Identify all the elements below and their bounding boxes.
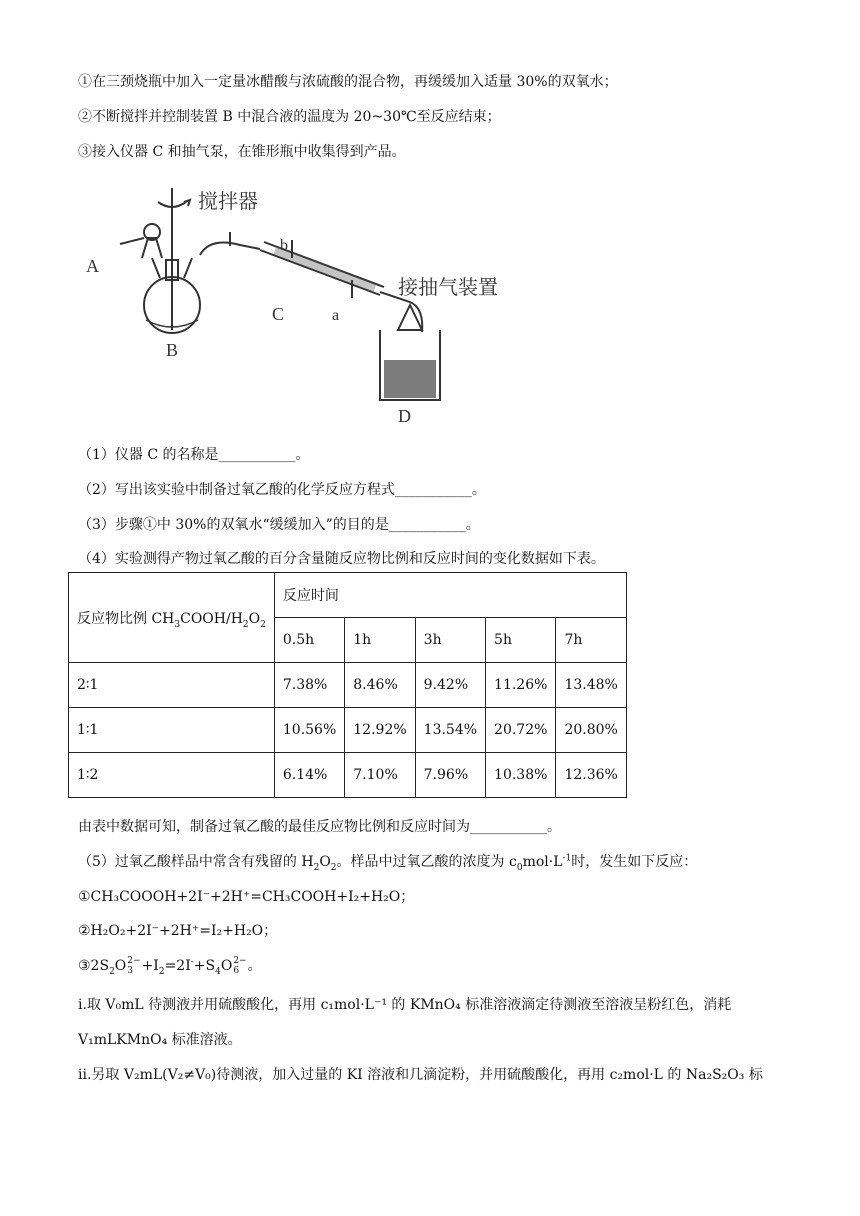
step-2: ②不断搅拌并控制装置 B 中混合液的温度为 20~30℃至反应结束； — [78, 109, 501, 125]
value-cell: 13.54% — [415, 708, 485, 753]
question-3: （3）步骤①中 30%的双氧水“缓缓加入”的目的是___________。 — [78, 517, 480, 533]
value-cell: 7.10% — [345, 753, 415, 798]
step-3: ③接入仪器 C 和抽气泵，在锥形瓶中收集得到产品。 — [78, 144, 406, 160]
value-cell: 11.26% — [486, 663, 556, 708]
time-header: 反应时间 — [274, 573, 626, 618]
data-table — [68, 572, 627, 798]
reaction-1: ①CH₃COOOH+2I⁻+2H⁺=CH₃COOH+I₂+H₂O； — [78, 889, 415, 905]
value-cell: 7.38% — [274, 663, 344, 708]
apparatus-diagram — [80, 180, 540, 430]
part-i-line-1: i.取 V₀mL 待测液并用硫酸酸化，再用 c₁mol·L⁻¹ 的 KMnO₄ 标准溶液滴定待测液至溶液呈粉红色，消耗 — [78, 997, 732, 1013]
table-corner-header: 反应物比例 $CH_3COOH/H_2O_2$ — [69, 573, 275, 663]
value-cell: 10.56% — [274, 708, 344, 753]
stirrer-label: 搅拌器 — [198, 191, 258, 213]
reaction-2: ②H₂O₂+2I⁻+2H⁺=I₂+H₂O； — [78, 923, 278, 939]
question-1: （1）仪器 C 的名称是___________。 — [78, 447, 310, 463]
label-a-upper: A — [86, 256, 99, 276]
value-cell: 7.96% — [415, 753, 485, 798]
table-row — [69, 663, 627, 708]
value-cell: 8.46% — [345, 663, 415, 708]
time-cell: 3h — [415, 618, 485, 663]
ratio-cell: 1∶1 — [69, 708, 275, 753]
time-cell: 0.5h — [274, 618, 344, 663]
question-5-intro: （5）过氧乙酸样品中常含有残留的 $H_2O_2$。样品中过氧乙酸的浓度为 $c_0mol\cdot L^{-1}$时，发生如下反应： — [78, 853, 698, 873]
question-4: （4）实验测得产物过氧乙酸的百分含量随反应物比例和反应时间的变化数据如下表。 — [78, 551, 605, 567]
part-i-line-2: V₁mLKMnO₄ 标准溶液。 — [78, 1032, 242, 1048]
question-2: （2）写出该实验中制备过氧乙酸的化学反应方程式___________。 — [78, 482, 486, 498]
time-cell: 5h — [486, 618, 556, 663]
part-ii-line-1: ii.另取 V₂mL(V₂≠V₀)待测液，加入过量的 KI 溶液和几滴淀粉，并用硫酸酸化，再用 c₂mol·L 的 Na₂S₂O₃ 标 — [78, 1067, 763, 1083]
table-row — [69, 753, 627, 798]
value-cell: 13.48% — [556, 663, 626, 708]
value-cell: 12.36% — [556, 753, 626, 798]
value-cell: 20.72% — [486, 708, 556, 753]
after-table-text: 由表中数据可知，制备过氧乙酸的最佳反应物比例和反应时间为___________。 — [78, 819, 561, 835]
label-a-small: a — [332, 307, 340, 324]
ratio-cell: 1∶2 — [69, 753, 275, 798]
ratio-cell: 2∶1 — [69, 663, 275, 708]
value-cell: 12.92% — [345, 708, 415, 753]
pump-label: 接抽气装置 — [398, 277, 498, 299]
table-row — [69, 708, 627, 753]
label-d: D — [398, 406, 411, 426]
label-b-flask: B — [166, 340, 179, 360]
value-cell: 6.14% — [274, 753, 344, 798]
time-cell: 1h — [345, 618, 415, 663]
reaction-3: $③2S_2O$ 2− 3 $+I_2=2I^-+S_4O$ 2− 6 。 — [78, 956, 262, 977]
label-b-small: b — [280, 237, 288, 254]
value-cell: 10.38% — [486, 753, 556, 798]
step-1: ①在三颈烧瓶中加入一定量冰醋酸与浓硫酸的混合物，再缓缓加入适量 30%的双氧水； — [78, 74, 618, 90]
label-c: C — [272, 304, 285, 324]
time-cell: 7h — [556, 618, 626, 663]
value-cell: 9.42% — [415, 663, 485, 708]
value-cell: 20.80% — [556, 708, 626, 753]
